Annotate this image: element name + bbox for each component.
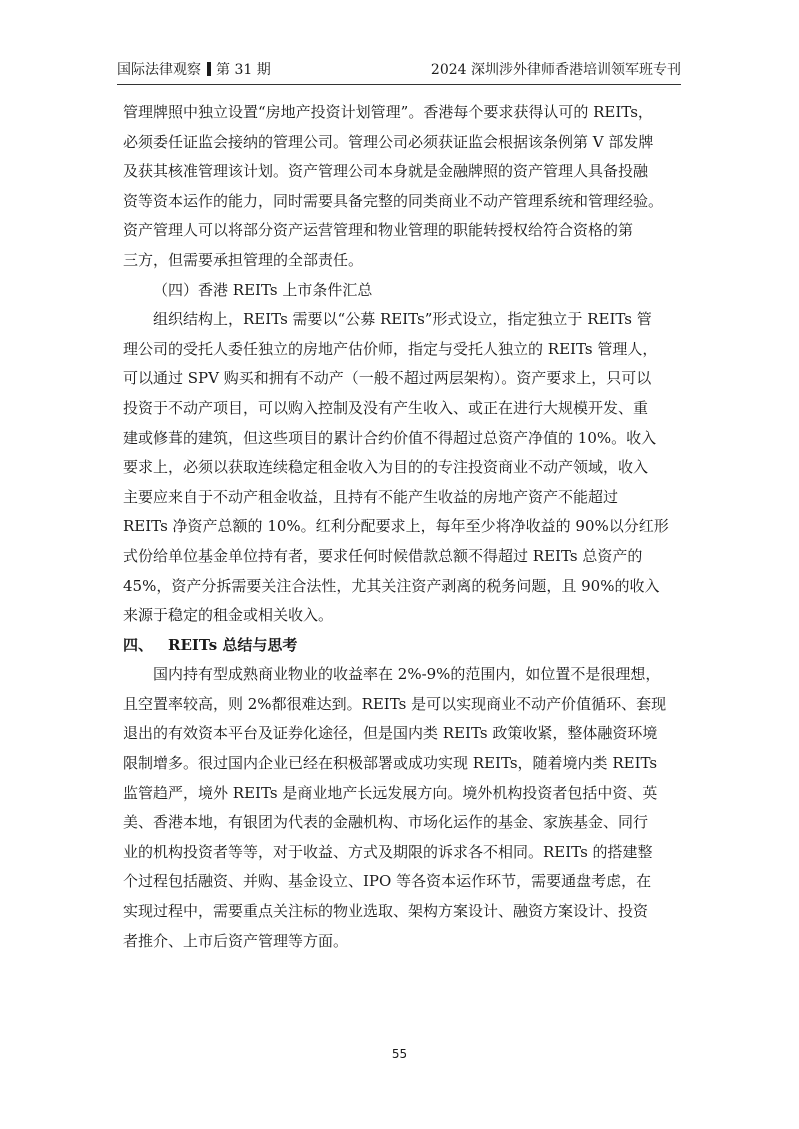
text-line: REITs 净资产总额的 10%。红利分配要求上，每年至少将净收益的 90%以分红形 xyxy=(123,517,669,536)
text-line: 可以通过 SPV 购买和拥有不动产（一般不超过两层架构）。资产要求上，只可以 xyxy=(123,369,652,388)
journal-title: 国际法律观察 xyxy=(117,62,201,78)
text-line: 主要应来自于不动产租金收益，且持有不能产生收益的房地产资产不能超过 xyxy=(123,487,619,506)
text-line: 限制增多。很过国内企业已经在积极部署或成功实现 REITs，随着境内类 REITs xyxy=(123,754,658,773)
text-line: （四）香港 REITs 上市条件汇总 xyxy=(153,280,373,299)
section-paragraphs xyxy=(123,660,679,956)
text-line: 来源于稳定的租金或相关收入。 xyxy=(123,606,334,625)
text-line: 美、香港本地，有银团为代表的金融机构、市场化运作的基金、家族基金、同行 xyxy=(123,813,649,832)
section-heading xyxy=(123,631,679,661)
text-line: 管理牌照中独立设置“房地产投资计划管理”。香港每个要求获得认可的 REITs， xyxy=(123,103,653,121)
text-line: 式份给单位基金单位持有者，要求任何时候借款总额不得超过 REITs 总资产的 xyxy=(123,546,643,565)
text-line: 实现过程中，需要重点关注标的物业选取、架构方案设计、融资方案设计、投资 xyxy=(123,902,649,921)
header-left xyxy=(117,57,271,83)
header-rule xyxy=(117,84,681,85)
body-paragraphs xyxy=(123,98,679,631)
text-line: 45%，资产分拆需要关注合法性，尤其关注资产剥离的税务问题，且 90%的收入 xyxy=(123,576,660,595)
text-line: 三方，但需要承担管理的全部责任。 xyxy=(123,250,364,269)
text-line: 及获其核准管理该计划。资产管理公司本身就是金融牌照的资产管理人具备投融 xyxy=(123,162,649,181)
text-line: 业的机构投资者等等，对于收益、方式及期限的诉求各不相同。REITs 的搭建整 xyxy=(123,842,653,861)
text-line: 组织结构上，REITs 需要以“公募 REITs”形式设立，指定独立于 REITs 管 xyxy=(153,310,652,329)
page-body xyxy=(123,98,679,956)
issue-number: 第 31 期 xyxy=(216,62,271,78)
text-line: 且空置率较高，则 2%都很难达到。REITs 是可以实现商业不动产价值循环、套现 xyxy=(123,694,667,713)
text-line: 者推介、上市后资产管理等方面。 xyxy=(123,931,349,950)
text-line: 投资于不动产项目，可以购入控制及没有产生收入、或正在进行大规模开发、重 xyxy=(123,398,649,417)
section-number: 四、 xyxy=(123,635,154,654)
text-line: 监管趋严，境外 REITs 是商业地产长远发展方向。境外机构投资者包括中资、英 xyxy=(123,783,658,802)
page-number: 55 xyxy=(391,1047,408,1061)
text-line: 要求上，必须以获取连续稳定租金收入为目的的专注投资商业不动产领域，收入 xyxy=(123,458,649,477)
text-line: 国内持有型成熟商业物业的收益率在 2%-9%的范围内，如位置不是很理想， xyxy=(153,665,661,684)
text-line: 理公司的受托人委任独立的房地产估价师，指定与受托人独立的 REITs 管理人， xyxy=(123,339,658,358)
header-separator-bar xyxy=(207,62,211,76)
text-line: 退出的有效资本平台及证券化途径，但是国内类 REITs 政策收紧，整体融资环境 xyxy=(123,724,658,743)
text-line: 建或修葺的建筑，但这些项目的累计合约价值不得超过总资产净值的 10%。收入 xyxy=(123,428,657,447)
special-issue-title: 2024 深圳涉外律师香港培训领军班专刊 xyxy=(430,62,681,78)
text-line: 个过程包括融资、并购、基金设立、IPO 等各资本运作环节，需要通盘考虑，在 xyxy=(123,872,652,891)
running-header xyxy=(117,57,681,83)
section-title: REITs 总结与思考 xyxy=(168,635,298,654)
text-line: 资等资本运作的能力，同时需要具备完整的同类商业不动产管理系统和管理经验。 xyxy=(123,191,664,210)
text-line: 必须委任证监会接纳的管理公司。管理公司必须获证监会根据该条例第 V 部发牌 xyxy=(123,132,654,151)
text-line: 资产管理人可以将部分资产运营管理和物业管理的职能转授权给符合资格的第 xyxy=(123,221,634,240)
